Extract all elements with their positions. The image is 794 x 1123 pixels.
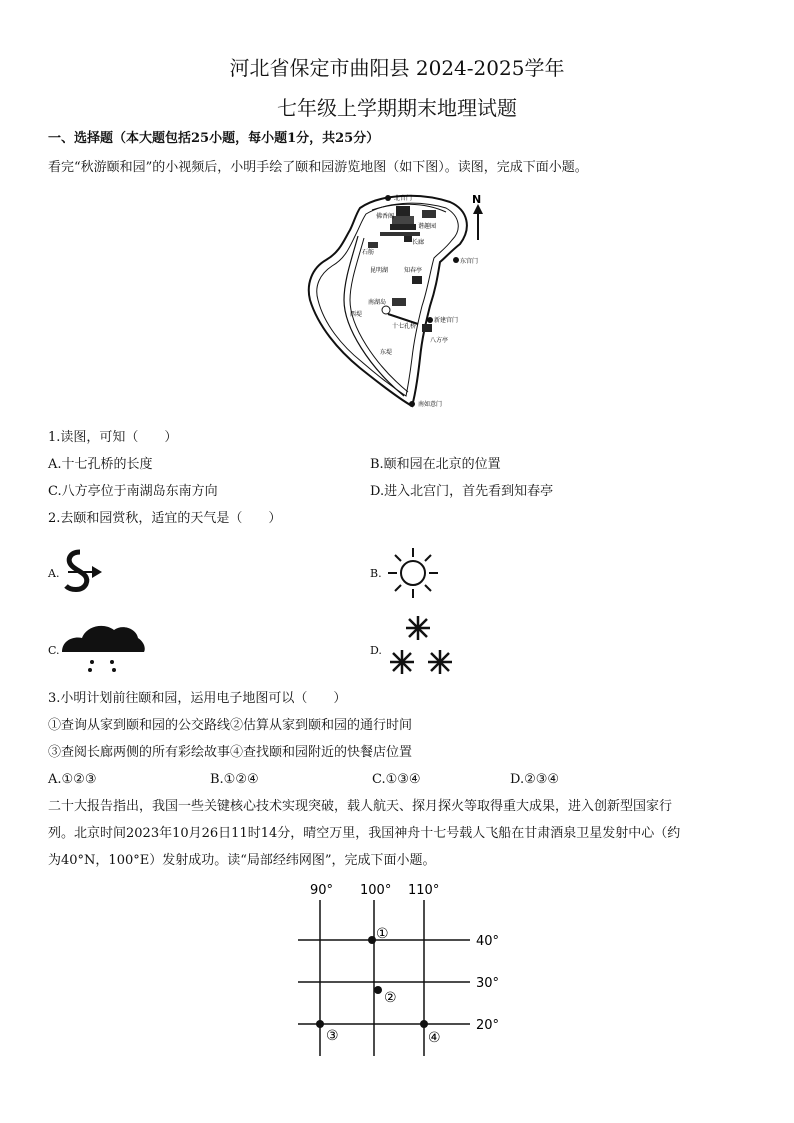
lat-label-30: 30° <box>476 976 500 991</box>
section-heading: 一、选择题（本大题包括25小题，每小题1分，共25分） <box>48 131 380 146</box>
map-label-south-gate: 南如意门 <box>418 401 443 408</box>
point-3 <box>316 1020 324 1028</box>
q1-option-d[interactable]: D.进入北宫门，首先看到知春亭 <box>370 484 554 499</box>
map-label-shifang: 石舫 <box>362 249 375 256</box>
q1-stem: 1.读图，可知（ ） <box>48 430 178 445</box>
q2-option-b-label[interactable]: B. <box>370 567 382 580</box>
sun-icon[interactable] <box>386 546 440 600</box>
exam-title-line2: 七年级上学期期末地理试题 <box>277 96 517 120</box>
map-label-xinjian: 新建宫门 <box>434 317 459 324</box>
point-3-label: ③ <box>326 1028 339 1044</box>
map-label-bafang: 八方亭 <box>430 337 449 344</box>
map-label-east-gate: 东宫门 <box>460 258 479 265</box>
passage-line-2: 列。北京时间2023年10月26日11时14分，晴空万里，我国神舟十七号载人飞船在甘肃酒泉卫星发射中心（约 <box>48 826 681 841</box>
snowflakes-icon[interactable] <box>384 614 458 680</box>
bafang-pavilion-icon <box>422 324 432 332</box>
point-2-label: ② <box>384 990 397 1006</box>
south-gate-marker <box>409 401 415 407</box>
map-label-xiequyuan: 谐趣园 <box>418 223 437 230</box>
map-label-zhichun: 知春亭 <box>404 267 423 274</box>
summer-palace-map <box>300 188 500 416</box>
map-label-changlang: 长廊 <box>412 239 425 246</box>
point-4 <box>420 1020 428 1028</box>
q3-option-d[interactable]: D.②③④ <box>510 772 560 787</box>
passage-line-3: 为40°N，100°E）发射成功。读“局部经纬网图”，完成下面小题。 <box>48 853 436 868</box>
xiequyuan-icon <box>422 210 436 218</box>
lon-label-90: 90° <box>310 883 334 898</box>
q2-option-a-label[interactable]: A. <box>48 567 60 580</box>
map-label-bridge: 十七孔桥 <box>392 323 417 330</box>
seventeen-arch-bridge-icon <box>382 298 418 324</box>
lat-label-40: 40° <box>476 934 500 949</box>
rain-cloud-icon[interactable] <box>60 620 146 672</box>
exam-title-line1: 河北省保定市曲阳县 2024-2025学年 <box>229 56 565 80</box>
map-label-nanhu: 南湖岛 <box>368 299 387 306</box>
q3-statement-1: ①查询从家到颐和园的公交路线②估算从家到颐和园的通行时间 <box>48 718 413 733</box>
point-4-label: ④ <box>428 1030 441 1046</box>
lon-label-100: 100° <box>360 883 392 898</box>
point-1 <box>368 936 376 944</box>
map-label-kunming: 昆明湖 <box>370 267 389 274</box>
q1-option-c[interactable]: C.八方亭位于南湖岛东南方向 <box>48 484 218 499</box>
point-1-label: ① <box>376 926 389 942</box>
q3-option-c[interactable]: C.①③④ <box>372 772 421 787</box>
shifang-icon <box>368 242 378 248</box>
q3-stem: 3.小明计划前往颐和园，运用电子地图可以（ ） <box>48 691 347 706</box>
q2-stem: 2.去颐和园赏秋，适宜的天气是（ ） <box>48 511 282 526</box>
map-label-pavilion: 佛香阁 <box>376 213 395 220</box>
point-2 <box>374 986 382 994</box>
xinjian-gate-marker <box>427 317 433 323</box>
q1-option-a[interactable]: A.十七孔桥的长度 <box>48 457 153 472</box>
lon-label-110: 110° <box>408 883 440 898</box>
north-label: N <box>472 193 482 206</box>
q3-option-b[interactable]: B.①②④ <box>210 772 259 787</box>
north-gate-marker <box>385 195 391 201</box>
north-arrow-icon <box>472 193 483 240</box>
passage-line-1: 二十大报告指出，我国一些关键核心技术实现突破，载人航天、探月探火等取得重大成果，进入创新型国家行 <box>48 799 673 814</box>
park-boundary <box>309 196 467 406</box>
q2-option-c-label[interactable]: C. <box>48 644 60 657</box>
lat-label-20: 20° <box>476 1018 500 1033</box>
zhichun-pavilion-icon <box>412 276 422 284</box>
q2-option-d-label[interactable]: D. <box>370 644 382 657</box>
strong-wind-icon[interactable] <box>60 548 104 596</box>
map-label-north-gate: 北宫门 <box>394 195 413 202</box>
intro-text: 看完“秋游颐和园”的小视频后，小明手绘了颐和园游览地图（如下图）。读图，完成下面小题。 <box>48 160 588 175</box>
map-label-dongdi: 东堤 <box>380 349 393 356</box>
map-label-xidi: 西堤 <box>350 311 363 318</box>
east-gate-marker <box>453 257 459 263</box>
q1-option-b[interactable]: B.颐和园在北京的位置 <box>370 457 501 472</box>
q3-statement-2: ③查阅长廊两侧的所有彩绘故事④查找颐和园附近的快餐店位置 <box>48 745 413 760</box>
lat-lon-grid <box>290 878 510 1060</box>
q3-option-a[interactable]: A.①②③ <box>48 772 97 787</box>
